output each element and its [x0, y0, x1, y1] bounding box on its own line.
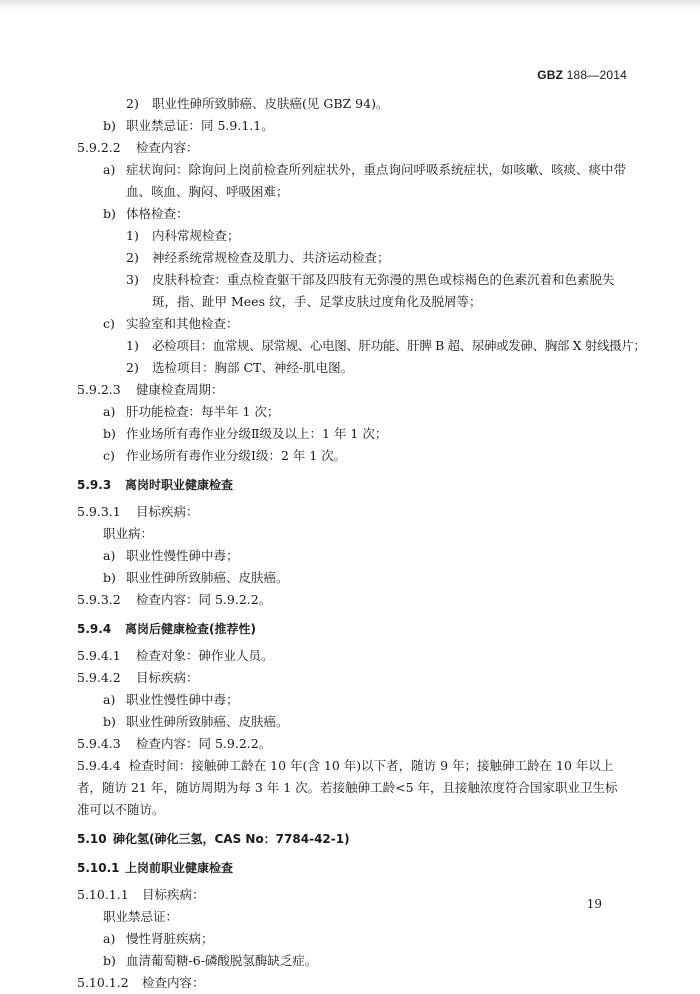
item-number: c): [103, 448, 115, 463]
clause-number: 5.9.2.3: [77, 382, 121, 397]
item-text: 职业性慢性砷中毒；: [126, 548, 239, 563]
clause-text: 目标疾病：: [136, 670, 199, 685]
clause: [0, 501, 700, 523]
chapter-number: 5.10: [77, 832, 107, 846]
item-number: b): [103, 206, 116, 221]
section-number: 5.10.1: [77, 861, 120, 875]
section-title: 离岗后健康检查(推荐性): [125, 622, 256, 636]
item-text: 必检项目：血常规、尿常规、心电图、肝功能、肝脾 B 超、尿砷或发砷、胸部 X 射线摄片；: [152, 338, 646, 353]
chapter-heading: [0, 828, 700, 850]
clause: [0, 645, 700, 667]
list-item: [0, 247, 700, 269]
clause-number: 5.10.1.2: [77, 975, 129, 990]
section-title: 上岗前职业健康检查: [125, 861, 234, 875]
standard-prefix: GBZ: [537, 68, 564, 82]
list-item: [0, 711, 700, 733]
clause-text: 健康检查周期：: [136, 382, 224, 397]
item-text: 症状询问：除询问上岗前检查所列症状外，重点询问呼吸系统症状，如咳嗽、咳痰、痰中带血、咳血、胸闷、呼吸困难；: [126, 162, 627, 199]
item-text: 实验室和其他检查：: [126, 316, 239, 331]
clause-text: 目标疾病：: [142, 887, 205, 902]
clause-wrap: [77, 755, 626, 821]
paragraph-text: 职业病：: [103, 526, 154, 541]
section-number: 5.9.3: [77, 478, 112, 492]
paragraph-text: 职业禁忌证：: [103, 909, 179, 924]
clause-number: 5.9.4.4: [77, 758, 121, 773]
item-text: 职业性砷所致肺癌、皮肤癌。: [126, 570, 289, 585]
list-item: [0, 567, 700, 589]
item-text: 体格检查：: [126, 206, 189, 221]
clause: [0, 379, 700, 401]
list-item: [0, 159, 700, 203]
item-text: 职业性砷所致肺癌、皮肤癌。: [126, 714, 289, 729]
item-number: c): [103, 316, 115, 331]
item-text: 作业场所有毒作业分级Ⅰ级：2 年 1 次。: [126, 448, 347, 463]
list-item: [0, 545, 700, 567]
clause-number: 5.9.2.2: [77, 140, 121, 155]
list-item: [0, 115, 700, 137]
item-text: 选检项目：胸部 CT、神经-肌电图。: [152, 360, 354, 375]
clause-number: 5.9.3.1: [77, 504, 121, 519]
item-text: 职业性慢性砷中毒；: [126, 692, 239, 707]
clause: [0, 755, 700, 821]
item-text: 神经系统常规检查及肌力、共济运动检查；: [152, 250, 390, 265]
standard-number: 188—2014: [566, 68, 627, 82]
clause: [0, 972, 700, 994]
scan-top-band: [0, 0, 700, 10]
item-text: 肝功能检查：每半年 1 次；: [126, 404, 280, 419]
item-number: a): [103, 692, 116, 707]
clause-number: 5.9.4.3: [77, 736, 121, 751]
item-text: 内科常规检查；: [152, 228, 240, 243]
item-number: a): [103, 548, 116, 563]
section-heading: [0, 474, 700, 496]
clause-number: 5.9.3.2: [77, 592, 121, 607]
list-item: [0, 445, 700, 467]
item-number: a): [103, 404, 116, 419]
list-item: [0, 93, 700, 115]
item-number: 1): [126, 228, 139, 243]
list-item: [0, 269, 700, 313]
item-number: 2): [126, 360, 139, 375]
clause-number: 5.10.1.1: [77, 887, 129, 902]
clause-number: 5.9.4.2: [77, 670, 121, 685]
item-number: b): [103, 426, 116, 441]
clause: [0, 137, 700, 159]
item-number: 3): [126, 272, 139, 287]
item-number: 2): [126, 96, 139, 111]
item-text: 职业性砷所致肺癌、皮肤癌(见 GBZ 94)。: [152, 96, 389, 111]
item-number: b): [103, 714, 116, 729]
list-item: [0, 423, 700, 445]
item-number: 1): [126, 338, 139, 353]
list-item: [0, 313, 700, 335]
list-item: [0, 203, 700, 225]
clause: [0, 589, 700, 611]
item-number: b): [103, 953, 116, 968]
clause-text: 检查内容：同 5.9.2.2。: [136, 592, 272, 607]
item-number: a): [103, 931, 116, 946]
item-number: b): [103, 118, 116, 133]
list-item: [0, 928, 700, 950]
clause-text: 检查内容：同 5.9.2.2。: [136, 736, 272, 751]
clause-text: 目标疾病：: [136, 504, 199, 519]
section-title: 离岗时职业健康检查: [125, 478, 234, 492]
item-text: 血清葡萄糖-6-磷酸脱氢酶缺乏症。: [126, 953, 318, 968]
chapter-title: 砷化氢(砷化三氢，CAS No：7784-42-1): [113, 832, 350, 846]
section-heading: [0, 618, 700, 640]
list-item: [0, 950, 700, 972]
item-text: 皮肤科检查：重点检查躯干部及四肢有无弥漫的黑色或棕褐色的色素沉着和色素脱失斑，指、趾甲 Mees 纹，手、足掌皮肤过度角化及脱屑等；: [152, 272, 615, 309]
document-body: [0, 93, 700, 994]
item-text: 慢性肾脏疾病；: [126, 931, 214, 946]
list-item: [0, 335, 700, 357]
clause-text: 检查内容：: [142, 975, 205, 990]
clause-text: 检查时间：接触砷工龄在 10 年(含 10 年)以下者，随访 9 年；接触砷工龄在 10 年以上者，随访 21 年，随访周期为每 3 年 1 次。若接触砷工龄<5 年，且接触浓度符合国家职业卫生标准可以不随访。: [77, 758, 618, 817]
section-number: 5.9.4: [77, 622, 112, 636]
paragraph: [0, 523, 700, 545]
clause: [0, 733, 700, 755]
item-text: 作业场所有毒作业分级Ⅱ级及以上：1 年 1 次；: [126, 426, 388, 441]
list-item: [0, 357, 700, 379]
item-text: 职业禁忌证：同 5.9.1.1。: [126, 118, 274, 133]
item-number: 2): [126, 250, 139, 265]
clause: [0, 667, 700, 689]
section-heading: [0, 857, 700, 879]
standard-code: [537, 68, 627, 82]
clause-text: 检查内容：: [136, 140, 199, 155]
item-number: a): [103, 162, 116, 177]
list-item: [0, 401, 700, 423]
page-number: 19: [586, 897, 602, 911]
clause-number: 5.9.4.1: [77, 648, 121, 663]
list-item: [0, 689, 700, 711]
list-item: [0, 225, 700, 247]
clause-text: 检查对象：砷作业人员。: [136, 648, 274, 663]
item-number: b): [103, 570, 116, 585]
